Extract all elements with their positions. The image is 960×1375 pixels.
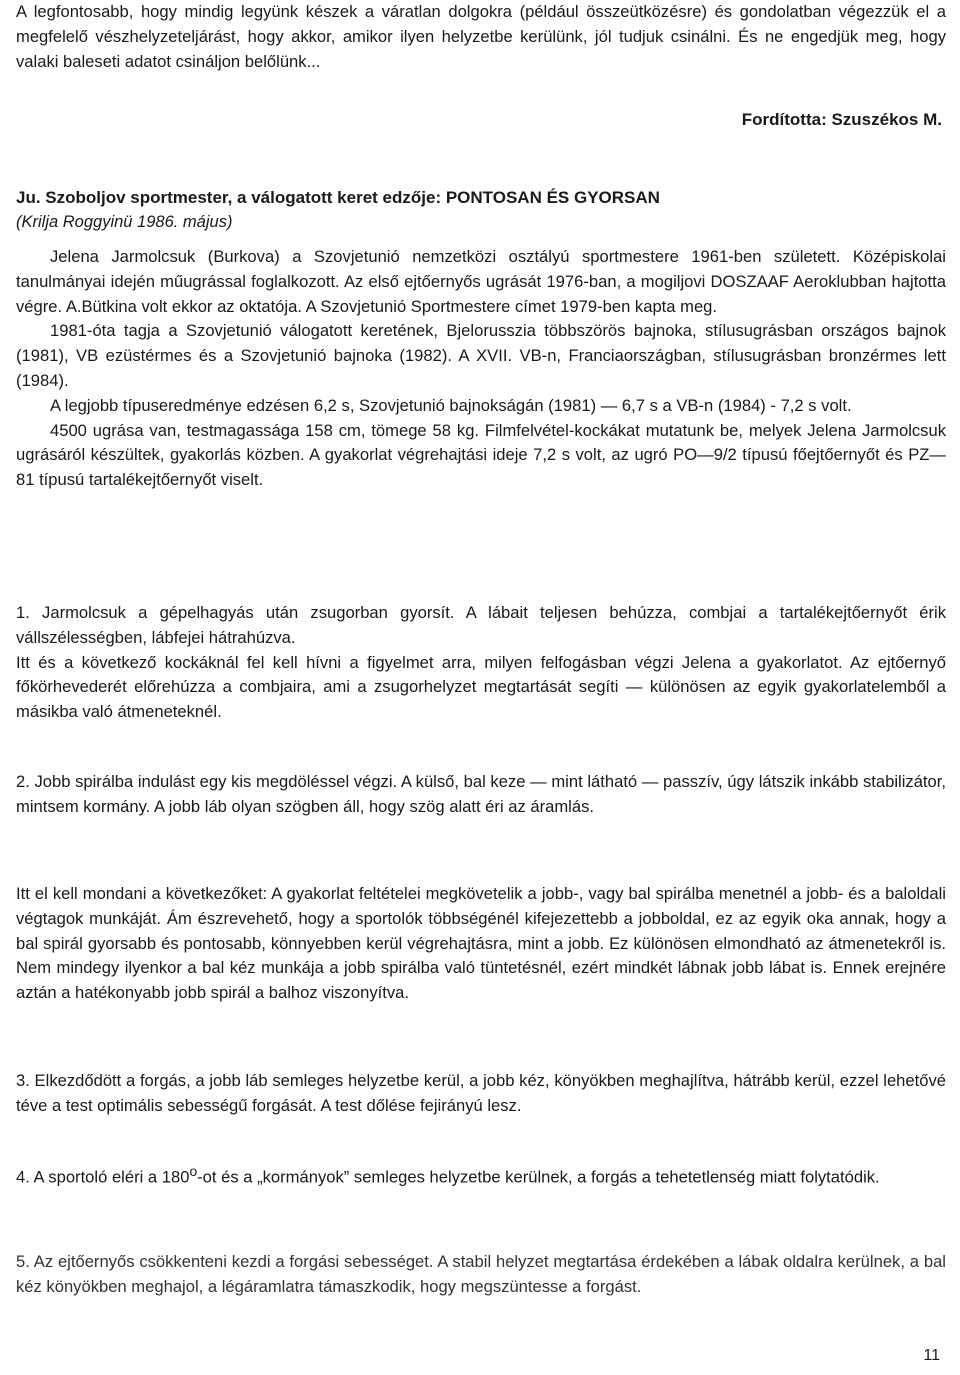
article-title: Ju. Szoboljov sportmester, a válogatott keret edzője: PONTOSAN ÉS GYORSAN — [16, 188, 660, 207]
step-2 — [16, 770, 946, 820]
translator-credit: Fordította: Szuszékos M. — [741, 110, 942, 129]
step-1-text: 1. Jarmolcsuk a gépelhagyás után zsugorban gyorsít. A lábait teljesen behúzza, combjai a tartalékejtőernyőt érik vállszélességben, lábfejei hátrahúzva. — [16, 603, 946, 647]
bio-paragraph: Jelena Jarmolcsuk (Burkova) a Szovjetunió nemzetközi osztályú sportmestere 1961-ben született. Középiskolai tanulmányai idején műugrással foglalkozott. Az első ejtőernyős ugrását 1976-ban, a mogiljovi DOSZAAF Aeroklubban hajtotta végre. A.Bütkina volt ekkor az oktatója. A Szovjetunió Sportmestere címet 1979-ben kapta meg. — [16, 247, 946, 316]
article-source: (Krilja Roggyinü 1986. május) — [16, 213, 233, 231]
technique-note-text: Itt el kell mondani a következőket: A gyakorlat feltételei megkövetelik a jobb-, vagy bal spirálba menetnél a jobb- és a baloldali végtagok munkáját. Ám észrevehető, hogy a sportolók többségénél kifejezettebb a jobboldal, ez az egyik oka annak, hogy a bal spirál gyorsabb és pontosabb, könnyebben kerül végrehajtásra, mint a jobb. Ez különösen elmondható az átmenetekről is. Nem mindegy ilyenkor a bal kéz munkája a jobb spirálba való tüntetésnél, ezért mindkét lábnak jobb lábat is. Ennek erejnére aztán a hatékonyabb jobb spirál a balhoz viszonyítva. — [16, 884, 946, 1003]
bio-paragraph: A legjobb típuseredménye edzésen 6,2 s, Szovjetunió bajnokságán (1981) — 6,7 s a VB-n (1984) - 7,2 s volt. — [50, 395, 852, 415]
step-5-text: 5. Az ejtőernyős csökkenteni kezdi a forgási sebességet. A stabil helyzet megtartása érdekében a lábak oldalra kerülnek, a bal kéz könyökben meghajol, a légáramlatra támaszkodik, hogy megszüntesse a forgást. — [16, 1252, 946, 1296]
step-3-text: 3. Elkezdődött a forgás, a jobb láb semleges helyzetbe kerül, a jobb kéz, könyökben meghajlítva, hátrább kerül, ezzel lehetővé téve a test optimális sebességű forgását. A test dőlése fejirányú lesz. — [16, 1071, 946, 1115]
step-5 — [16, 1250, 946, 1300]
page-number: 11 — [923, 1347, 940, 1364]
step-1 — [16, 601, 946, 725]
step-1-note: Itt és a következő kockáknál fel kell hívni a figyelmet arra, milyen felfogásban végzi Jelena a gyakorlatot. Az ejtőernyő főkörhevederét előrehúzza a combjaira, ami a zsugorhelyzet megtartását segíti — különösen az egyik gyakorlatelemből a másikba való átmeneteknél. — [16, 652, 946, 722]
bio-paragraph: 4500 ugrása van, testmagassága 158 cm, tömege 58 kg. Filmfelvétel-kockákat mutatunk be, melyek Jelena Jarmolcsuk ugrásáról készültek, gyakorlás közben. A gyakorlat végrehajtási ideje 7,2 s volt, az ugró PO—9/2 típusú főejtőernyőt és PZ—81 típusú tartalékejtőernyőt viselt. — [16, 420, 946, 490]
degree-superscript: o — [189, 1163, 198, 1179]
athlete-biography — [16, 245, 946, 493]
step-4-text-start: 4. A sportoló eléri a 180 — [16, 1167, 190, 1187]
step-4 — [16, 1159, 946, 1190]
intro-paragraph: A legfontosabb, hogy mindig legyünk készek a váratlan dolgokra (például összeütközésre) és gondolatban végezzük el a megfelelő vészhelyzeteljárást, hogy akkor, amikor ilyen helyzetbe kerülünk, jól tudjuk csinálni. És ne engedjük meg, hogy valaki baleseti adatot csináljon belőlünk... — [16, 2, 946, 71]
step-3 — [16, 1069, 946, 1119]
technique-note — [16, 882, 946, 1006]
step-2-text: 2. Jobb spirálba indulást egy kis megdöléssel végzi. A külső, bal keze — mint látható — passzív, úgy látszik inkább stabilizátor, mintsem kormány. A jobb láb olyan szögben áll, hogy szög alatt éri az áramlás. — [16, 772, 946, 816]
step-4-text-end: -ot és a „kormányok” semleges helyzetbe kerülnek, a forgás a tehetetlenség miatt folytatódik. — [197, 1167, 880, 1187]
article-heading — [16, 186, 946, 234]
bio-paragraph: 1981-óta tagja a Szovjetunió válogatott keretének, Bjelorusszia többszörös bajnoka, stílusugrásban országos bajnok (1981), VB ezüstérmes és a Szovjetunió bajnoka (1982). A XVII. VB-n, Franciaországban, stílusugrásban bronzérmes lett (1984). — [16, 321, 946, 390]
step-4-text — [16, 1159, 946, 1190]
